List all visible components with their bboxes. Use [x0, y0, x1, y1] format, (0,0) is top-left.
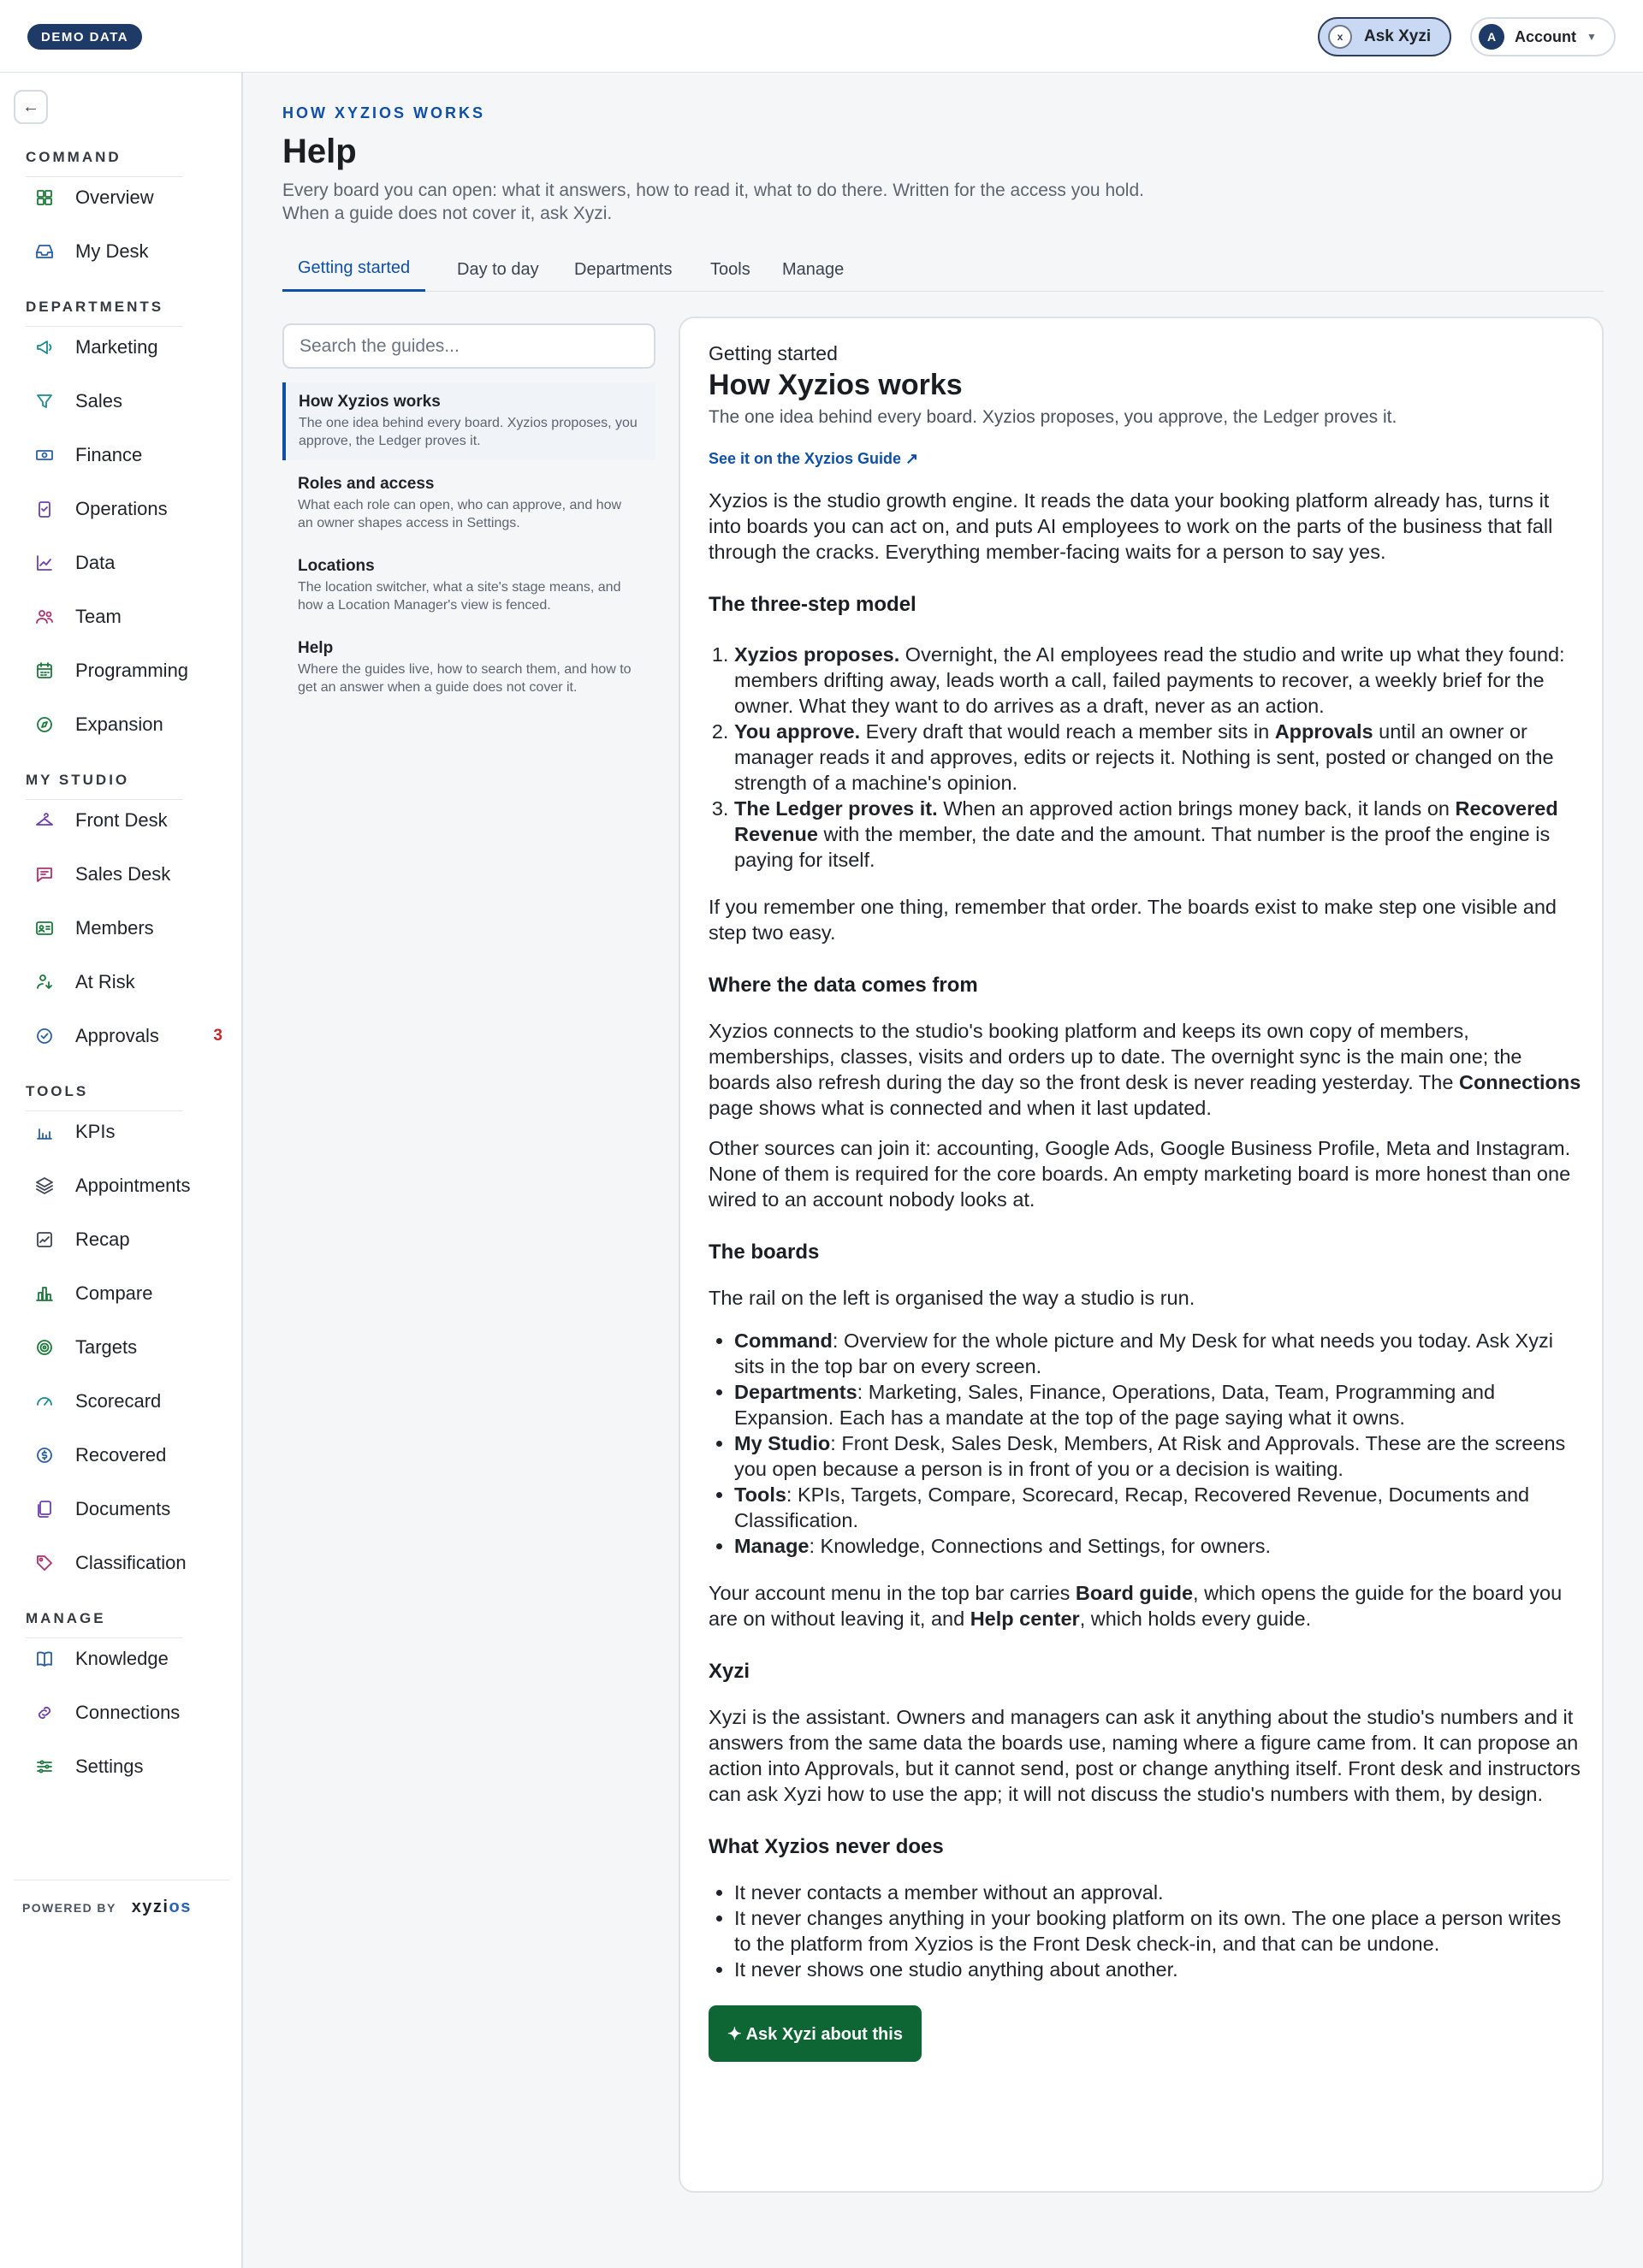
sidebar-item-connections[interactable]: [34, 1696, 222, 1730]
hanger-icon: [34, 810, 55, 831]
heading-data-source: Where the data comes from: [709, 974, 978, 997]
book-icon: [34, 1649, 55, 1669]
sidebar-item-targets[interactable]: [34, 1330, 222, 1365]
guide-item-how-xyzios-works[interactable]: [282, 382, 655, 460]
guide-item-help[interactable]: [282, 629, 655, 707]
users-icon: [34, 607, 55, 627]
sidebar-item-recap[interactable]: [34, 1223, 222, 1257]
sidebar-item-label: Connections: [75, 1702, 181, 1723]
sidebar-item-label: Operations: [75, 498, 168, 519]
three-step-list: [709, 642, 1581, 873]
sidebar-item-scorecard[interactable]: [34, 1384, 222, 1418]
sidebar-item-settings[interactable]: [34, 1750, 222, 1784]
heading-xyzi: Xyzi: [709, 1660, 750, 1683]
guide-item-locations[interactable]: [282, 547, 655, 625]
sidebar-item-recovered[interactable]: [34, 1438, 222, 1472]
sidebar-item-label: Settings: [75, 1756, 144, 1777]
guide-description: The location switcher, what a site's stage means, and how a Location Manager's view is fenced.: [298, 580, 621, 613]
sidebar-item-sales[interactable]: [34, 384, 222, 418]
account-label: Account: [1515, 27, 1576, 45]
sidebar-item-overview[interactable]: [34, 181, 222, 215]
heading-three-step-model: The three-step model: [709, 593, 916, 616]
page-eyebrow: HOW XYZIOS WORKS: [282, 104, 485, 121]
list-item: • My Studio: Front Desk, Sales Desk, Members, At Risk and Approvals. These are the screens you open because a person is in front of you or a decision is waiting.: [734, 1430, 1581, 1482]
sidebar-item-expansion[interactable]: [34, 708, 222, 742]
gauge-icon: [34, 1391, 55, 1412]
heading-boards: The boards: [709, 1241, 820, 1264]
bar-small-icon: [34, 1122, 55, 1142]
list-item: 2. You approve. Every draft that would reach a member sits in Approvals until an owner or manager reads it and approves, edits or rejects it. Nothing is sent, posted or changed on the strength of a machine's opinion.: [734, 719, 1581, 796]
sidebar-item-label: Programming: [75, 660, 189, 681]
sidebar-item-programming[interactable]: [34, 654, 222, 688]
page-title: Help: [282, 133, 357, 170]
sidebar-item-documents[interactable]: [34, 1492, 222, 1526]
sidebar-item-label: Documents: [75, 1498, 171, 1519]
sidebar-item-label: Recap: [75, 1229, 130, 1250]
never-list: [709, 1880, 1581, 1982]
article-card: [679, 317, 1604, 2193]
sidebar-section-tools: TOOLS: [26, 1083, 183, 1111]
guide-description: The one idea behind every board. Xyzios proposes, you approve, the Ledger proves it.: [299, 416, 638, 448]
calendar-icon: [34, 660, 55, 681]
sidebar-item-label: Knowledge: [75, 1648, 169, 1669]
sidebar-item-label: Targets: [75, 1336, 138, 1358]
article-eyebrow: Getting started: [709, 342, 838, 364]
top-bar: [0, 0, 1643, 73]
list-item: • Departments: Marketing, Sales, Finance, Operations, Data, Team, Programming and Expansion. Each has a mandate at the top of the page saying what it owns.: [734, 1379, 1581, 1430]
sidebar-item-compare[interactable]: [34, 1276, 222, 1311]
help-tabs: [282, 247, 1604, 292]
guide-title: Help: [298, 639, 334, 657]
xyzios-logo: xyzios: [131, 1898, 192, 1916]
sidebar-item-label: Recovered: [75, 1444, 167, 1466]
guide-item-roles-and-access[interactable]: [282, 465, 655, 542]
sidebar-item-label: Appointments: [75, 1175, 191, 1196]
sidebar-item-data[interactable]: [34, 546, 222, 580]
banknote-icon: [34, 445, 55, 465]
sidebar-section-departments: DEPARTMENTS: [26, 299, 183, 327]
list-item: • Command: Overview for the whole picture and My Desk for what needs you today. Ask Xyzi sits in the top bar on every screen.: [734, 1328, 1581, 1379]
sidebar-item-at-risk[interactable]: [34, 965, 222, 999]
guide-description: What each role can open, who can approve, and how an owner shapes access in Settings.: [298, 498, 622, 530]
ask-xyzi-button[interactable]: [1318, 17, 1451, 56]
order-paragraph: If you remember one thing, remember that order. The boards exist to make step one visible and step two easy.: [709, 896, 1557, 944]
collapse-sidebar-button[interactable]: [14, 90, 48, 124]
ask-xyzi-label: Ask Xyzi: [1364, 27, 1432, 45]
xyzi-paragraph: Xyzi is the assistant. Owners and managers can ask it anything about the studio's numbers and it answers from the same data the boards use, naming where a figure came from. It can propose an action into Approvals, but it cannot send, post or change anything itself. Front desk and instructors can ask Xyzi how to use the app; it will not discuss the studio's numbers with them, by design.: [709, 1706, 1581, 1805]
boards-intro: The rail on the left is organised the way a studio is run.: [709, 1287, 1195, 1309]
article-intro: Xyzios is the studio growth engine. It reads the data your booking platform already has, turns it into boards you can act on, and puts AI employees to work on the parts of the business that fall through the cracks. Everything member-facing waits for a person to say yes.: [709, 489, 1553, 563]
inbox-icon: [34, 241, 55, 262]
sidebar-section-my-studio: MY STUDIO: [26, 772, 183, 800]
id-card-icon: [34, 918, 55, 939]
sidebar-item-approvals[interactable]: [34, 1019, 222, 1053]
list-item: • It never contacts a member without an approval.: [734, 1880, 1581, 1905]
sidebar-item-label: My Desk: [75, 240, 149, 262]
list-item: 3. The Ledger proves it. When an approved action brings money back, it lands on Recovered Revenue with the member, the date and the amount. That number is the proof the engine is paying for itself.: [734, 796, 1581, 873]
list-item: • Tools: KPIs, Targets, Compare, Scorecard, Recap, Recovered Revenue, Documents and Classification.: [734, 1482, 1581, 1533]
demo-data-badge: DEMO DATA: [27, 24, 142, 50]
sidebar-item-finance[interactable]: [34, 438, 222, 472]
sidebar-item-label: Sales: [75, 390, 123, 412]
list-item: • Manage: Knowledge, Connections and Settings, for owners.: [734, 1533, 1581, 1559]
xyzi-icon: x: [1328, 25, 1352, 49]
sidebar-item-label: Data: [75, 552, 116, 573]
data-paragraph-2: Other sources can join it: accounting, Google Ads, Google Business Profile, Meta and Instagram. None of them is required for the core boards. An empty marketing board is more honest than one wired to an account nobody looks at.: [709, 1137, 1571, 1211]
powered-by: [22, 1898, 192, 1917]
sidebar-item-sales-desk[interactable]: [34, 857, 222, 891]
sidebar-item-label: Sales Desk: [75, 863, 171, 885]
coin-refresh-icon: [34, 1445, 55, 1466]
article-title: How Xyzios works: [709, 369, 963, 401]
sidebar-item-my-desk[interactable]: [34, 234, 222, 269]
bar-chart-icon: [34, 1283, 55, 1304]
powered-by-label: POWERED BY: [22, 1900, 116, 1915]
guide-title: Roles and access: [298, 475, 435, 493]
heading-never-does: What Xyzios never does: [709, 1835, 944, 1858]
list-item: • It never changes anything in your booking platform on its own. The one place a person writes to the platform from Xyzios is the Front Desk check-in, and that can be undone.: [734, 1905, 1581, 1957]
clipboard-check-icon: [34, 499, 55, 519]
account-menu-paragraph: Your account menu in the top bar carries Board guide, which opens the guide for the board you are on without leaving it, and Help center, which holds every guide.: [709, 1582, 1563, 1630]
sidebar-item-label: Team: [75, 606, 122, 627]
list-item: • It never shows one studio anything about another.: [734, 1957, 1581, 1982]
sidebar-item-kpis[interactable]: [34, 1115, 222, 1149]
line-chart-icon: [34, 553, 55, 573]
grid-icon: [34, 187, 55, 208]
guide-description: Where the guides live, how to search them, and how to get an answer when a guide does not cover it.: [298, 662, 632, 695]
tab-manage[interactable]: Manage: [782, 259, 845, 279]
sidebar-item-members[interactable]: [34, 911, 222, 945]
account-menu-button[interactable]: [1470, 17, 1616, 56]
tab-departments[interactable]: Departments: [574, 259, 673, 279]
sidebar-item-label: Finance: [75, 444, 143, 465]
boards-list: [709, 1328, 1581, 1559]
documents-icon: [34, 1499, 55, 1519]
message-icon: [34, 864, 55, 885]
tab-tools[interactable]: Tools: [710, 259, 750, 279]
sidebar-section-command: COMMAND: [26, 149, 183, 177]
ask-xyzi-about-this-button[interactable]: ✦ Ask Xyzi about this: [709, 2005, 922, 2062]
sidebar-item-label: Compare: [75, 1282, 153, 1304]
link-icon: [34, 1702, 55, 1723]
xyzios-guide-link[interactable]: See it on the Xyzios Guide ↗: [709, 450, 919, 467]
sidebar-section-manage: MANAGE: [26, 1610, 183, 1638]
sidebar-item-label: At Risk: [75, 971, 135, 992]
list-item: 1. Xyzios proposes. Overnight, the AI employees read the studio and write up what they found: members drifting away, leads worth a call, failed payments to recover, a weekly brief for the owner. What they want to do arrives as a draft, never as an action.: [734, 642, 1581, 719]
sidebar-item-classification[interactable]: [34, 1546, 222, 1580]
check-circle-icon: [34, 1026, 55, 1046]
data-paragraph-1: Xyzios connects to the studio's booking platform and keeps its own copy of members, memberships, classes, visits and orders up to date. The overnight sync is the main one; the boards also refresh during the day so the front desk is never reading yesterday. The Connections page shows what is connected and when it last updated.: [709, 1020, 1581, 1119]
page-subtitle: Every board you can open: what it answers, how to read it, what to do there. Written for the access you hold. When a guide does not cover it, ask Xyzi.: [282, 181, 1144, 223]
approvals-count-badge: 3: [213, 1027, 222, 1045]
avatar: A: [1479, 24, 1504, 50]
sidebar-item-label: Front Desk: [75, 809, 168, 831]
sidebar-item-knowledge[interactable]: [34, 1642, 222, 1676]
sidebar-item-label: KPIs: [75, 1121, 116, 1142]
arrow-left-icon: ←: [22, 97, 39, 116]
sidebar-item-front-desk[interactable]: [34, 803, 222, 838]
user-down-icon: [34, 972, 55, 992]
sliders-icon: [34, 1756, 55, 1777]
sidebar-item-label: Members: [75, 917, 154, 939]
tag-icon: [34, 1553, 55, 1573]
tab-day-to-day[interactable]: Day to day: [457, 259, 539, 279]
tab-getting-started[interactable]: Getting started: [282, 247, 425, 292]
sidebar-item-marketing[interactable]: [34, 330, 222, 364]
target-icon: [34, 1337, 55, 1358]
chevron-down-icon: ▼: [1587, 31, 1597, 43]
guide-search-input[interactable]: [282, 323, 655, 369]
sidebar-item-appointments[interactable]: [34, 1169, 222, 1203]
sidebar-item-label: Classification: [75, 1552, 187, 1573]
sidebar-item-label: Scorecard: [75, 1390, 162, 1412]
trend-card-icon: [34, 1229, 55, 1250]
sidebar-item-label: Overview: [75, 187, 154, 208]
sidebar: [0, 73, 243, 2268]
sidebar-item-label: Approvals: [75, 1025, 159, 1046]
guide-title: How Xyzios works: [299, 393, 441, 411]
sidebar-item-label: Expansion: [75, 714, 163, 735]
sidebar-item-label: Marketing: [75, 336, 158, 358]
sidebar-item-operations[interactable]: [34, 492, 222, 526]
article-lede: The one idea behind every board. Xyzios proposes, you approve, the Ledger proves it.: [709, 407, 1397, 427]
funnel-icon: [34, 391, 55, 412]
compass-icon: [34, 714, 55, 735]
layers-icon: [34, 1175, 55, 1196]
guide-title: Locations: [298, 557, 375, 575]
megaphone-icon: [34, 337, 55, 358]
sidebar-item-team[interactable]: [34, 600, 222, 634]
